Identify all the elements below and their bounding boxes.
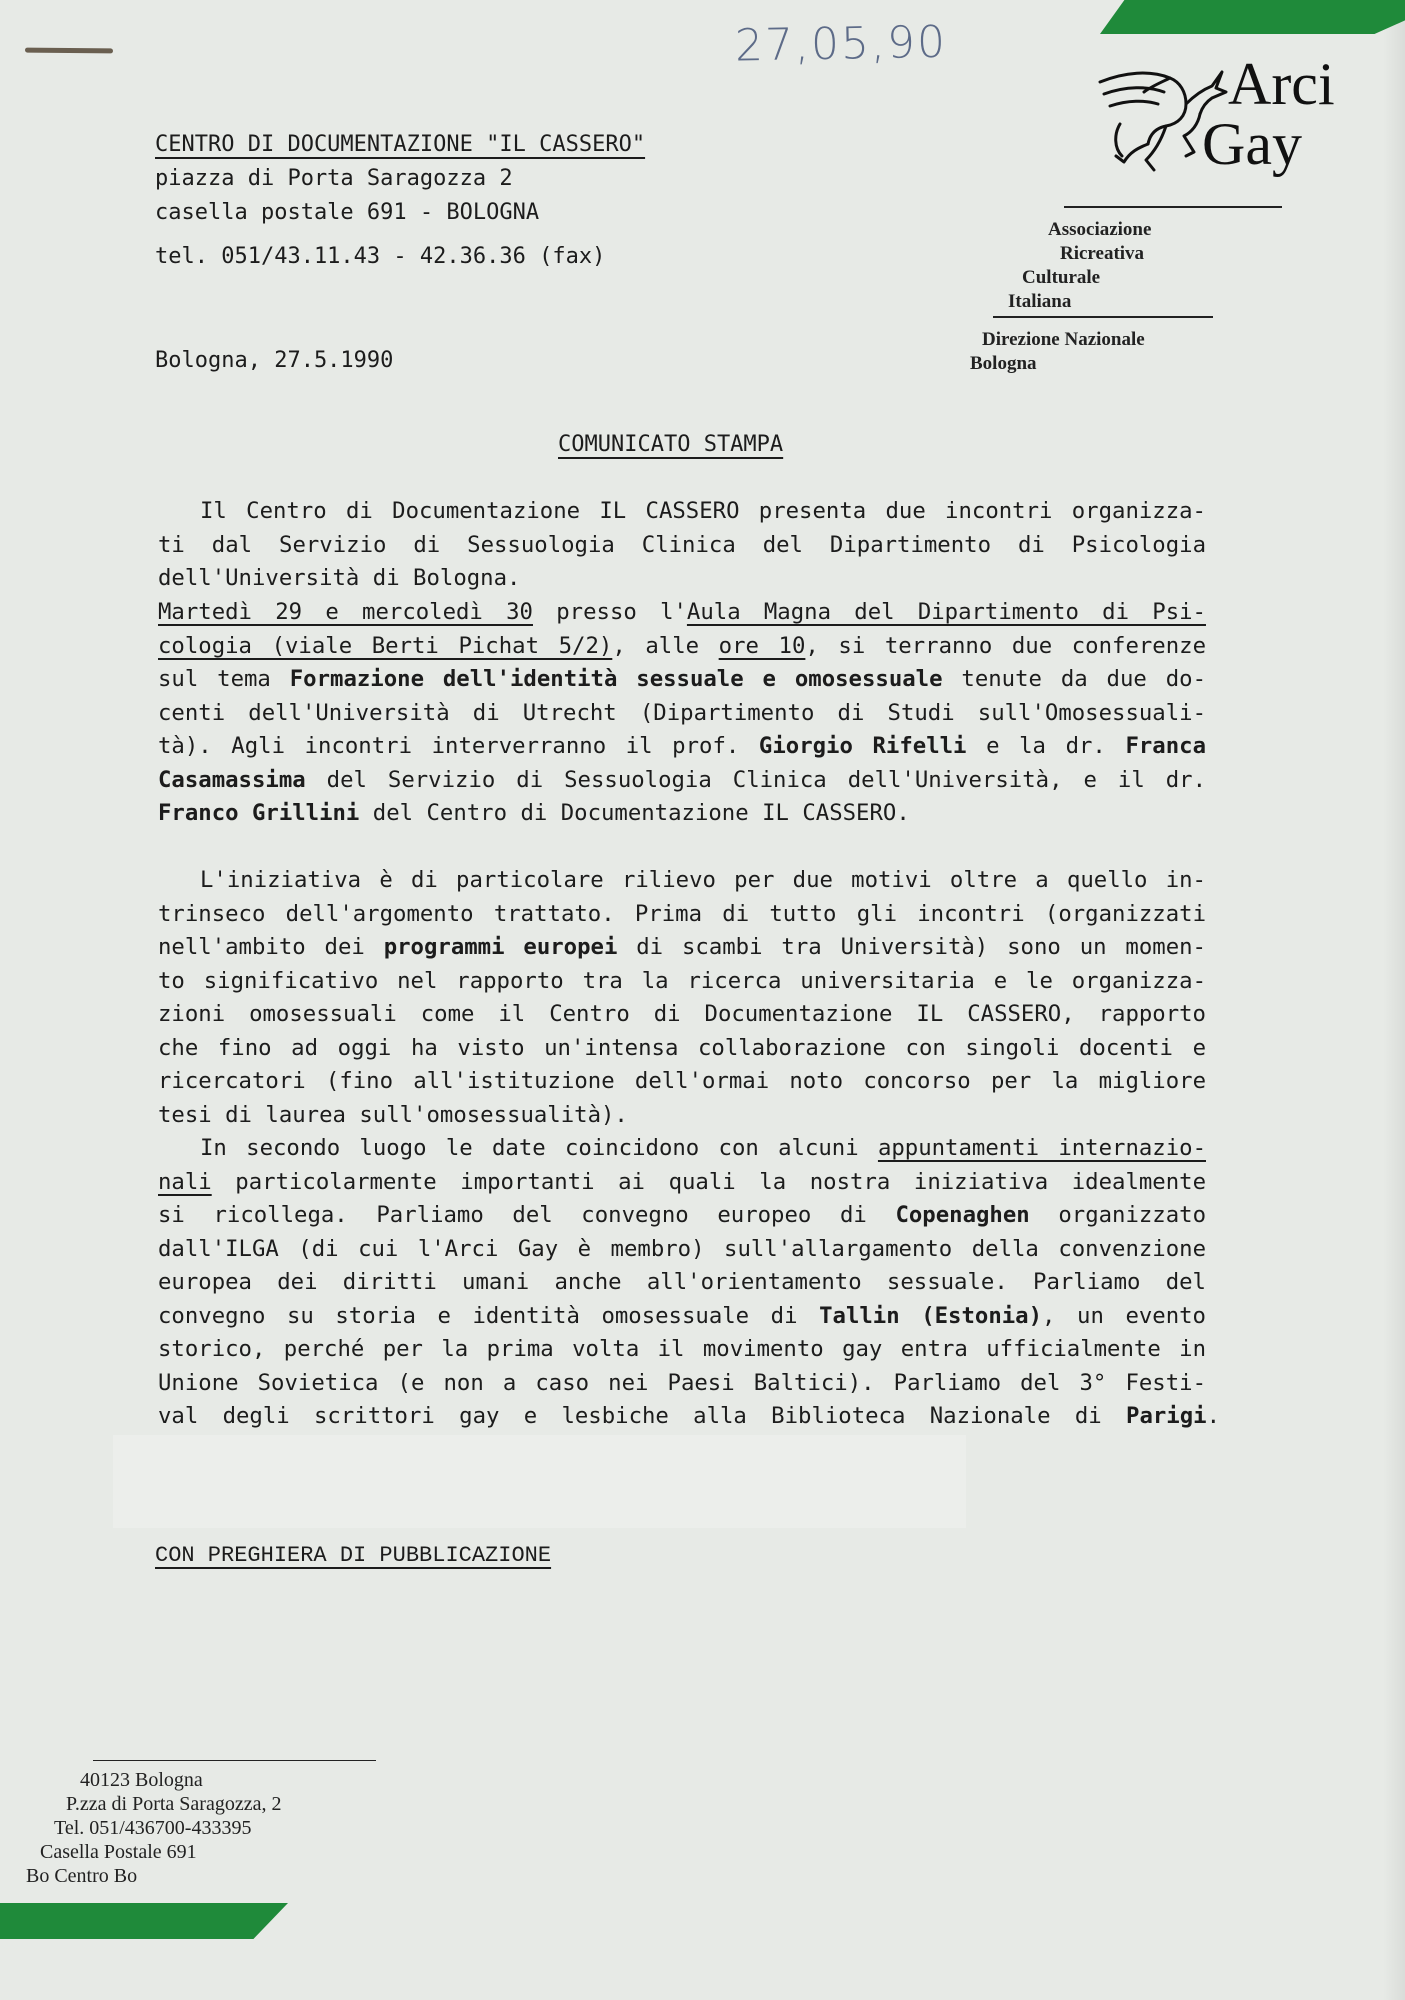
footer-line-1: 40123 Bologna bbox=[80, 1769, 203, 1791]
p2-venue-cont: cologia (viale Berti Pichat 5/2) bbox=[158, 632, 613, 659]
p2-topic: Formazione dell'identità sessuale e omosessuale bbox=[289, 666, 943, 692]
p4-text: convegno su storia e identità omosessuale di bbox=[158, 1302, 820, 1329]
p2-line-3 bbox=[158, 663, 1206, 697]
logo-word-arci: Arci bbox=[1228, 51, 1335, 117]
footer-divider bbox=[93, 1760, 376, 1761]
paragraph-4 bbox=[158, 1132, 1220, 1434]
p2-text: del Servizio di Sessuologia Clinica dell'Università, e il dr. bbox=[305, 766, 1206, 793]
bleed-through-text bbox=[690, 470, 703, 494]
green-stripe-top bbox=[1100, 0, 1405, 34]
p2-line-6 bbox=[158, 764, 1206, 798]
p3-line-7: ricercatori (fino all'istituzione dell'ormai noto concorso per la migliore bbox=[158, 1068, 1206, 1094]
p3-line-5: zioni omosessuali come il Centro di Documentazione IL CASSERO, rapporto bbox=[158, 1001, 1206, 1027]
letterhead-po-box: casella postale 691 - BOLOGNA bbox=[155, 200, 540, 225]
staple-mark bbox=[25, 48, 113, 54]
p1-line-2: ti dal Servizio di Sessuologia Clinica del Dipartimento di Psicologia bbox=[158, 531, 1206, 558]
p4-text: . bbox=[1206, 1403, 1220, 1429]
footer-address bbox=[0, 1768, 360, 1888]
p1-line-1: Il Centro di Documentazione IL CASSERO presenta due incontri organizza- bbox=[200, 498, 1206, 524]
p3-text: di scambi tra Università) sono un momen- bbox=[617, 934, 1206, 960]
p3-line-3 bbox=[158, 931, 1206, 965]
green-stripe-bottom bbox=[0, 1903, 288, 1939]
p2-speaker-casamassima: Casamassima bbox=[158, 766, 306, 793]
footer-line-3: Tel. 051/436700-433395 bbox=[54, 1817, 252, 1839]
p3-line-6: che fino ad oggi ha visto un'intensa collaborazione con singoli docenti e bbox=[158, 1034, 1206, 1061]
p3-line-4: to significativo nel rapporto tra la ricerca universitaria e le organizza- bbox=[158, 967, 1206, 994]
p2-line-5 bbox=[158, 730, 1206, 764]
paragraph-2 bbox=[158, 596, 1206, 831]
footer-line-4: Casella Postale 691 bbox=[40, 1841, 197, 1863]
p2-time: ore 10 bbox=[718, 632, 806, 659]
p3-line-1: L'iniziativa è di particolare rilievo per due motivi oltre a quello in- bbox=[200, 867, 1206, 893]
p4-text: si ricollega. Parliamo del convegno europeo di bbox=[158, 1202, 896, 1228]
p2-text: , alle bbox=[612, 632, 719, 659]
direction-block bbox=[970, 328, 1282, 376]
p4-text: In secondo luogo le date coincidono con alcuni bbox=[200, 1135, 878, 1161]
p2-text: presso l' bbox=[532, 599, 687, 625]
p3-line-2: trinseco dell'argomento trattato. Prima di tutto gli incontri (organizzati bbox=[158, 900, 1206, 927]
p2-text: tà). Agli incontri interverranno il prof. bbox=[158, 733, 759, 759]
p1-line-3: dell'Università di Bologna. bbox=[158, 565, 521, 591]
assoc-line-2: Ricreativa bbox=[1060, 243, 1145, 264]
footer-line-2: P.zza di Porta Saragozza, 2 bbox=[66, 1793, 282, 1815]
date-line: Bologna, 27.5.1990 bbox=[155, 348, 394, 373]
p4-text: , un evento bbox=[1042, 1302, 1206, 1329]
p3-european-programs: programmi europei bbox=[383, 934, 618, 960]
assoc-line-1: Associazione bbox=[1048, 219, 1152, 240]
direction-line-2: Bologna bbox=[970, 353, 1037, 374]
logo-divider-bottom bbox=[993, 316, 1213, 318]
publication-request: CON PREGHIERA DI PUBBLICAZIONE bbox=[155, 1543, 552, 1568]
correction-patch bbox=[113, 1435, 966, 1528]
assoc-line-3: Culturale bbox=[1022, 267, 1101, 288]
letterhead-title: CENTRO DI DOCUMENTAZIONE "IL CASSERO" bbox=[155, 132, 646, 157]
paragraph-1 bbox=[158, 495, 1206, 596]
p2-line-2 bbox=[158, 630, 1206, 664]
p2-speaker-rifelli: Giorgio Rifelli bbox=[758, 733, 967, 759]
association-name bbox=[1008, 218, 1348, 314]
p4-line-8: Unione Sovietica (e non a caso nei Paesi Baltici). Parliamo del 3° Festi- bbox=[158, 1369, 1206, 1396]
p2-dates: Martedì 29 e mercoledì 30 bbox=[158, 599, 533, 625]
p4-text: particolarmente importanti ai quali la nostra iniziativa idealmente bbox=[211, 1168, 1206, 1195]
p4-intl-events: appuntamenti internazio- bbox=[877, 1135, 1206, 1161]
arci-gay-logo bbox=[1090, 48, 1355, 188]
assoc-line-4: Italiana bbox=[1008, 291, 1072, 312]
logo-divider-top bbox=[1064, 206, 1282, 208]
p4-text: val degli scrittori gay e lesbiche alla Biblioteca Nazionale di bbox=[158, 1403, 1127, 1429]
p2-speaker-franca: Franca bbox=[1125, 733, 1206, 759]
p4-line-4: dall'ILGA (di cui l'Arci Gay è membro) sull'allargamento della convenzione bbox=[158, 1235, 1206, 1262]
p2-text: tenute da due do- bbox=[942, 666, 1206, 692]
p4-line-1 bbox=[158, 1132, 1206, 1166]
p2-line-7 bbox=[158, 797, 1206, 831]
p2-line-1 bbox=[158, 596, 1206, 630]
p4-line-7: storico, perché per la prima volta il movimento gay entra ufficialmente in bbox=[158, 1336, 1206, 1362]
footer-line-5: Bo Centro Bo bbox=[26, 1865, 138, 1887]
letterhead bbox=[155, 128, 645, 274]
p2-line-4: centi dell'Università di Utrecht (Dipartimento di Studi sull'Omosessuali- bbox=[158, 699, 1206, 726]
direction-line-1: Direzione Nazionale bbox=[982, 329, 1145, 350]
letterhead-phone: tel. 051/43.11.43 - 42.36.36 (fax) bbox=[155, 244, 606, 269]
p2-text: , si terranno due conferenze bbox=[805, 632, 1206, 659]
p4-line-2 bbox=[158, 1166, 1206, 1200]
p2-text: sul tema bbox=[158, 666, 290, 692]
p2-text: e la dr. bbox=[966, 733, 1126, 759]
p2-venue: Aula Magna del Dipartimento di Psi- bbox=[686, 599, 1206, 625]
p4-parigi: Parigi bbox=[1126, 1403, 1207, 1429]
p2-text: del Centro di Documentazione IL CASSERO. bbox=[359, 800, 910, 826]
p4-text: organizzato bbox=[1029, 1202, 1207, 1228]
p4-line-5: europea dei diritti umani anche all'orientamento sessuale. Parliamo del bbox=[158, 1269, 1206, 1295]
logo-word-gay: Gay bbox=[1202, 111, 1302, 177]
handwritten-date: 27,05,90 bbox=[734, 16, 948, 72]
p4-tallin: Tallin (Estonia) bbox=[819, 1302, 1043, 1329]
p3-line-8: tesi di laurea sull'omosessualità). bbox=[158, 1101, 628, 1128]
p4-intl-events-cont: nali bbox=[158, 1168, 212, 1195]
p4-line-6 bbox=[158, 1300, 1206, 1334]
p2-speaker-grillini: Franco Grillini bbox=[158, 800, 360, 826]
paragraph-3 bbox=[158, 864, 1206, 1132]
p4-line-3 bbox=[158, 1199, 1206, 1233]
p4-copenaghen: Copenaghen bbox=[895, 1202, 1030, 1228]
press-release-heading: COMUNICATO STAMPA bbox=[558, 432, 784, 457]
p3-text: nell'ambito dei bbox=[158, 934, 384, 960]
letterhead-address: piazza di Porta Saragozza 2 bbox=[155, 166, 513, 191]
p4-line-9 bbox=[158, 1400, 1220, 1434]
page-edge-shadow bbox=[1383, 0, 1405, 2000]
